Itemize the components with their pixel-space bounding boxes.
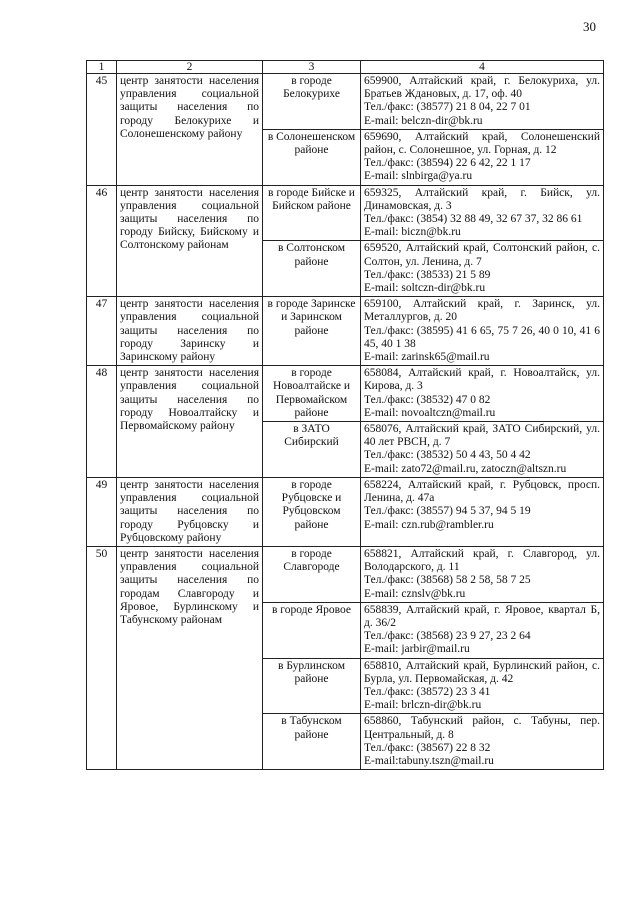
phone-line: Тел./факс: (38557) 94 5 37, 94 5 19 <box>364 505 531 518</box>
postal-address-line: 659325, Алтайский край, г. Бийск, ул. Динамовская, д. 3 <box>364 186 600 212</box>
location-cell: в городе Славгороде <box>263 546 361 602</box>
address-cell <box>361 658 604 714</box>
column-header-3: 3 <box>263 61 361 74</box>
postal-address-line: 659100, Алтайский край, г. Заринск, ул. Металлургов, д. 20 <box>364 298 600 324</box>
phone-line: Тел./факс: (38572) 23 3 41 <box>364 685 491 698</box>
row-number: 45 <box>87 74 117 186</box>
postal-address-line: 659520, Алтайский край, Солтонский район, с. Солтон, ул. Ленина, д. 7 <box>364 242 600 268</box>
phone-line: Тел./факс: (38594) 22 6 42, 22 1 17 <box>364 157 531 170</box>
location-cell: в Солонешенском районе <box>263 129 361 185</box>
row-number: 47 <box>87 297 117 366</box>
phone-line: Тел./факс: (38567) 22 8 32 <box>364 741 491 754</box>
address-cell <box>361 297 604 366</box>
postal-address-line: 659690, Алтайский край, Солонешенский район, с. Солонешное, ул. Горная, д. 12 <box>364 130 600 157</box>
table-row <box>87 297 604 366</box>
address-cell <box>361 477 604 546</box>
postal-address-line: 658839, Алтайский край, г. Яровое, квартал Б, д. 36/2 <box>364 603 600 629</box>
table-body <box>87 74 604 770</box>
column-header-4: 4 <box>361 61 604 74</box>
organization-name: центр занятости населения управления социальной защиты населения по городу Рубцовску и Рубцовскому району <box>117 477 263 546</box>
row-number: 46 <box>87 185 117 297</box>
email-line: E-mail: zarinsk65@mail.ru <box>364 351 490 364</box>
postal-address-line: 658821, Алтайский край, г. Славгород, ул. Володарского, д. 11 <box>364 547 600 574</box>
location-cell: в городе Новоалтайске и Первомайском районе <box>263 366 361 422</box>
email-line: E-mail: slnbirga@ya.ru <box>364 170 473 183</box>
address-cell <box>361 714 604 770</box>
location-cell: в городе Рубцовске и Рубцовском районе <box>263 477 361 546</box>
location-cell: в городе Заринске и Заринском районе <box>263 297 361 366</box>
postal-address-line: 658224, Алтайский край, г. Рубцовск, просп. Ленина, д. 47а <box>364 478 600 505</box>
location-cell: в Бурлинском районе <box>263 658 361 714</box>
organization-name: центр занятости населения управления социальной защиты населения по городу Белокурихе и Солонешенскому району <box>117 74 263 186</box>
organization-name: центр занятости населения управления социальной защиты населения по городу Новоалтайску и Первомайскому району <box>117 366 263 478</box>
address-cell <box>361 74 604 130</box>
postal-address-line: 659900, Алтайский край, г. Белокуриха, ул. Братьев Ждановых, д. 17, оф. 40 <box>364 75 600 101</box>
address-cell <box>361 366 604 422</box>
column-header-2: 2 <box>117 61 263 74</box>
location-cell: в Табунском районе <box>263 714 361 770</box>
address-cell <box>361 422 604 478</box>
postal-address-line: 658076, Алтайский край, ЗАТО Сибирский, ул. 40 лет РВСН, д. 7 <box>364 423 600 449</box>
email-line: E-mail: jarbir@mail.ru <box>364 643 470 656</box>
email-line: E-mail: brlczn-dir@bk.ru <box>364 699 482 712</box>
phone-line: Тел./факс: (38568) 58 2 58, 58 7 25 <box>364 574 531 587</box>
postal-address-line: 658084, Алтайский край, г. Новоалтайск, ул. Кирова, д. 3 <box>364 367 600 393</box>
organization-name: центр занятости населения управления социальной защиты населения по городу Бийску, Бийскому и Солтонскому районам <box>117 185 263 297</box>
location-cell: в городе Белокурихе <box>263 74 361 130</box>
employment-centers-table <box>86 60 604 770</box>
row-number: 48 <box>87 366 117 478</box>
phone-line: Тел./факс: (38532) 47 0 82 <box>364 393 491 406</box>
location-cell: в городе Яровое <box>263 602 361 658</box>
table-row <box>87 546 604 602</box>
phone-line: Тел./факс: (38568) 23 9 27, 23 2 64 <box>364 630 531 643</box>
location-cell: в ЗАТО Сибирский <box>263 422 361 478</box>
table-header-row <box>87 61 604 74</box>
email-line: E-mail: zato72@mail.ru, zatoczn@altszn.ru <box>364 462 567 475</box>
email-line: E-mail: soltczn-dir@bk.ru <box>364 282 486 295</box>
phone-line: Тел./факс: (38533) 21 5 89 <box>364 268 491 281</box>
table-row <box>87 477 604 546</box>
table-row <box>87 74 604 130</box>
table-row <box>87 185 604 241</box>
row-number: 50 <box>87 546 117 769</box>
organization-name: центр занятости населения управления социальной защиты населения по городу Заринску и Заринскому району <box>117 297 263 366</box>
page-number: 30 <box>583 19 596 34</box>
email-line: E-mail:tabuny.tszn@mail.ru <box>364 754 494 767</box>
address-cell <box>361 546 604 602</box>
phone-line: Тел./факс: (38577) 21 8 04, 22 7 01 <box>364 101 531 114</box>
email-line: E-mail: biczn@bk.ru <box>364 226 461 239</box>
phone-line: Тел./факс: (38532) 50 4 43, 50 4 42 <box>364 449 531 462</box>
postal-address-line: 658810, Алтайский край, Бурлинский район, с. Бурла, ул. Первомайская, д. 42 <box>364 659 600 685</box>
address-cell <box>361 185 604 241</box>
email-line: E-mail: cznslv@bk.ru <box>364 587 466 600</box>
row-number: 49 <box>87 477 117 546</box>
location-cell: в Солтонском районе <box>263 241 361 297</box>
phone-line: Тел./факс: (3854) 32 88 49, 32 67 37, 32 86 61 <box>364 213 583 226</box>
address-cell <box>361 129 604 185</box>
email-line: E-mail: czn.rub@rambler.ru <box>364 518 494 531</box>
table-row <box>87 366 604 422</box>
email-line: E-mail: novoaltczn@mail.ru <box>364 406 496 419</box>
location-cell: в городе Бийске и Бийском районе <box>263 185 361 241</box>
address-cell <box>361 241 604 297</box>
email-line: E-mail: belczn-dir@bk.ru <box>364 114 483 127</box>
address-cell <box>361 602 604 658</box>
organization-name: центр занятости населения управления социальной защиты населения по городам Славгороду и Яровое, Бурлинскому и Табунскому районам <box>117 546 263 769</box>
phone-line: Тел./факс: (38595) 41 6 65, 75 7 26, 40 0 10, 41 6 45, 40 1 38 <box>364 324 600 350</box>
postal-address-line: 658860, Табунский район, с. Табуны, пер. Центральный, д. 8 <box>364 715 600 741</box>
column-header-1: 1 <box>87 61 117 74</box>
